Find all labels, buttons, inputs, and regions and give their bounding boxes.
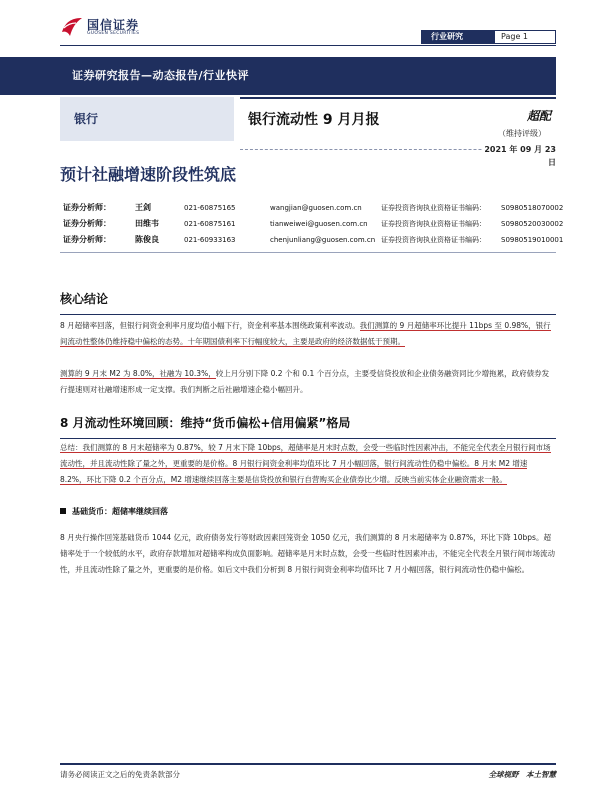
report-title: 银行流动性 9 月月报 — [240, 97, 556, 141]
analyst-cert-number: S0980518070002 — [501, 204, 564, 212]
analyst-cert-label: 证券投资咨询执业资格证书编码： — [381, 220, 486, 228]
header-rule — [60, 45, 556, 46]
section-divider — [60, 314, 556, 315]
subsection-base-money — [60, 506, 168, 517]
section-title-august: 8 月流动性环境回顾：维持“货币偏松+信用偏紧”格局 — [60, 416, 351, 430]
analyst-name: 王剑 — [135, 203, 151, 212]
guosen-logo-icon — [60, 14, 84, 38]
analyst-name: 田维韦 — [135, 219, 159, 228]
analyst-phone: 021-60875161 — [184, 220, 236, 228]
logo-text-en: GUOSEN SECURITIES — [87, 31, 140, 36]
report-category-band: 证券研究报告—动态报告/行业快评 — [0, 57, 556, 95]
analyst-cert-label: 证券投资咨询执业资格证书编码： — [381, 204, 486, 212]
analyst-role: 证券分析师： — [63, 203, 111, 212]
rating-note: （维持评级） — [498, 129, 546, 138]
analyst-role: 证券分析师： — [63, 219, 111, 228]
analyst-row — [60, 216, 564, 232]
analyst-email[interactable]: wangjian@guosen.com.cn — [270, 204, 362, 212]
subsection-title: 基础货币：超储率继续回落 — [72, 507, 168, 516]
rating: 超配 — [527, 109, 552, 123]
analyst-name: 陈俊良 — [135, 235, 159, 244]
footer-disclaimer: 请务必阅读正文之后的免责条款部分 — [60, 770, 180, 779]
core-p1-text: 8 月超储率回落，但银行间资金利率月度均值小幅下行，资金利率基本围绕政策利率波动。 — [60, 321, 360, 330]
august-summary — [60, 440, 556, 488]
core-p1-highlight: 我们测算的 9 月超储率环比提升 11bps 至 0.98%，银行间流动性整体仍维持稳中偏松的态势。十年期国债利率下行幅度较大，主要是政府的经济数据低于预期。 — [60, 321, 551, 346]
analyst-phone: 021-60933163 — [184, 236, 236, 244]
august-summary-a: 总结：我们测算的 8 月末超储率为 0.87%，较 7 月末下降 10bps，超储率是月末时点数，会受一些临时性因素冲击，不能完全代表全月银行间市场流动性，并且流动性除了量之外，更重要的是价格。 — [60, 443, 551, 468]
analyst-role: 证券分析师： — [63, 235, 111, 244]
analyst-list — [60, 200, 564, 248]
logo-text-cn: 国信证券 — [87, 18, 140, 32]
analyst-phone: 021-60875165 — [184, 204, 236, 212]
headline: 预计社融增速阶段性筑底 — [60, 165, 237, 184]
report-date: 2021 年 09 月 23 日 — [483, 143, 559, 156]
company-logo — [60, 14, 170, 42]
section-title-core: 核心结论 — [60, 292, 109, 306]
analyst-divider — [60, 252, 556, 253]
section-divider — [60, 438, 556, 439]
analyst-email[interactable]: chenjunliang@guosen.com.cn — [270, 236, 376, 244]
analyst-email[interactable]: tianweiwei@guosen.com.cn — [270, 220, 368, 228]
page-number: Page 1 — [494, 30, 556, 44]
report-type-tag: 行业研究 — [421, 30, 494, 44]
core-p2-highlight: 测算的 9 月末 M2 为 8.0%，社融为 10.3%， — [60, 369, 216, 378]
bullet-square-icon — [60, 508, 66, 514]
core-p2-text: 较上月分别下降 0.2 个和 0.1 个百分点，主要受信贷投放和企业债务融资同比少增拖累，政府债券发行提速则对社融增速形成一定支撑。我们判断之后社融增速企稳小幅回升。 — [60, 369, 550, 394]
analyst-row — [60, 232, 564, 248]
core-paragraph-1 — [60, 318, 556, 350]
august-summary-b: 8 月银行间资金利率均值环比 7 月小幅回落，银行间流动性仍稳中偏松。8 月末 M2 增速 8.2%，环比下降 0.2 个百分点，M2 增速继续回落主要是信贷投放和银行自营购买企业债券比少增。反映当前实体企业融资需求一般。 — [60, 459, 528, 484]
base-money-paragraph: 8 月央行操作回笼基础货币 1044 亿元，政府债务发行等财政因素回笼资金 1050 亿元，我们测算的 8 月末超储率为 0.87%，环比下降 10bps。超储率处于一个较低的水平，政府存款增加对超储率构成负面影响。超储率是月末时点数，会受一些临时性因素冲击，不能完全代表全月银行间市场流动性，并且流动性除了量之外，更重要的是价格。如后文中我们分析到 8 月银行间资金利率均值环比 7 月小幅回落，银行间流动性仍稳中偏松。 — [60, 533, 555, 574]
sector-label: 银行 — [60, 97, 234, 141]
core-paragraph-2 — [60, 366, 556, 398]
analyst-cert-number: S0980520030002 — [501, 220, 564, 228]
footer-rule — [60, 763, 556, 765]
footer-slogan: 全球视野 本土智慧 — [488, 770, 556, 779]
analyst-cert-label: 证券投资咨询执业资格证书编码： — [381, 236, 486, 244]
analyst-cert-number: S0980519010001 — [501, 236, 564, 244]
header-meta — [421, 30, 556, 44]
analyst-row — [60, 200, 564, 216]
